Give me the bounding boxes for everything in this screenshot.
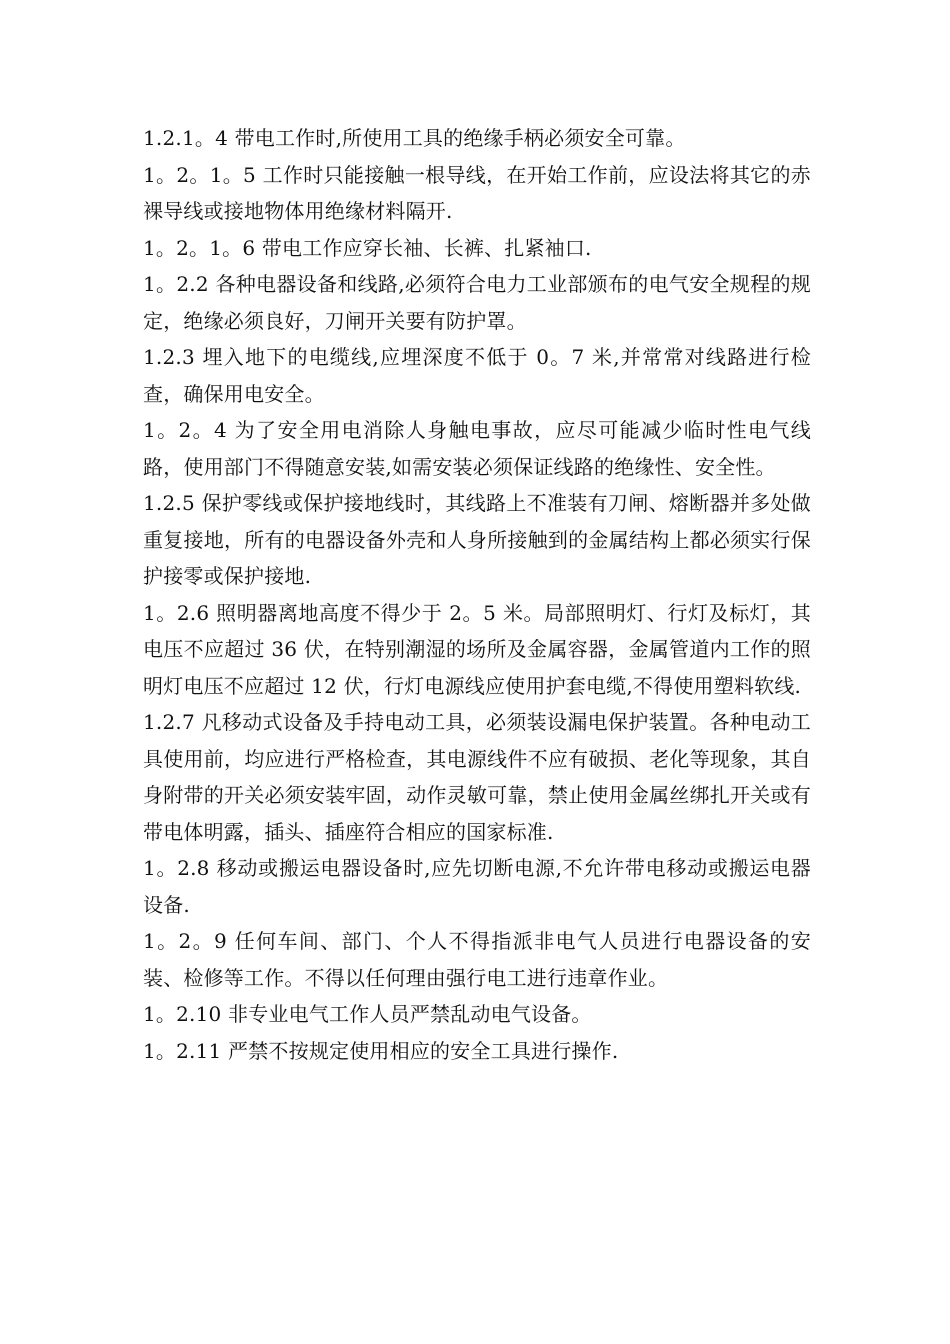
paragraph-1-2-1-6: 1。2。1。6 带电工作应穿长袖、长裤、扎紧袖口.	[143, 235, 592, 260]
paragraph-1-2-6: 1。2.6 照明器离地高度不得少于 2。5 米。局部照明灯、行灯及标灯，其电压不应超过 36 伏，在特别潮湿的场所及金属容器，金属管道内工作的照明灯电压不应超过 12 伏，行灯电源线应使用护套电缆,不得使用塑料软线.	[143, 600, 811, 698]
paragraph-1-2-7: 1.2.7 凡移动式设备及手持电动工具，必须装设漏电保护装置。各种电动工具使用前，均应进行严格检查，其电源线件不应有破损、老化等现象，其自身附带的开关必须安装牢固，动作灵敏可靠，禁止使用金属丝绑扎开关或有带电体明露，插头、插座符合相应的国家标准.	[143, 710, 811, 844]
paragraph-1-2-10: 1。2.10 非专业电气工作人员严禁乱动电气设备。	[143, 1002, 592, 1026]
paragraph-1-2-2: 1。2.2 各种电器设备和线路,必须符合电力工业部颁布的电气安全规程的规定，绝缘必须良好，刀闸开关要有防护罩。	[143, 272, 811, 333]
paragraph-1-2-8: 1。2.8 移动或搬运电器设备时,应先切断电源,不允许带电移动或搬运电器设备.	[143, 856, 811, 917]
paragraph-1-2-11: 1。2.11 严禁不按规定使用相应的安全工具进行操作.	[143, 1038, 619, 1063]
document-body	[143, 120, 811, 1069]
paragraph-1-2-3: 1.2.3 埋入地下的电缆线,应埋深度不低于 0。7 米,并常常对线路进行检查，确保用电安全。	[143, 345, 811, 406]
paragraph-1-2-1-5: 1。2。1。5 工作时只能接触一根导线，在开始工作前，应设法将其它的赤裸导线或接地物体用绝缘材料隔开.	[143, 162, 811, 223]
paragraph-1-2-1-4: 1.2.1。4 带电工作时,所使用工具的绝缘手柄必须安全可靠。	[143, 126, 686, 150]
paragraph-1-2-5: 1.2.5 保护零线或保护接地线时，其线路上不准装有刀闸、熔断器并多处做重复接地，所有的电器设备外壳和人身所接触到的金属结构上都必须实行保护接零或保护接地.	[143, 491, 811, 588]
paragraph-1-2-9: 1。2。9 任何车间、部门、个人不得指派非电气人员进行电器设备的安装、检修等工作。不得以任何理由强行电工进行违章作业。	[143, 929, 811, 990]
paragraph-1-2-4: 1。2。4 为了安全用电消除人身触电事故，应尽可能减少临时性电气线路，使用部门不得随意安装,如需安装必须保证线路的绝缘性、安全性。	[143, 418, 811, 479]
